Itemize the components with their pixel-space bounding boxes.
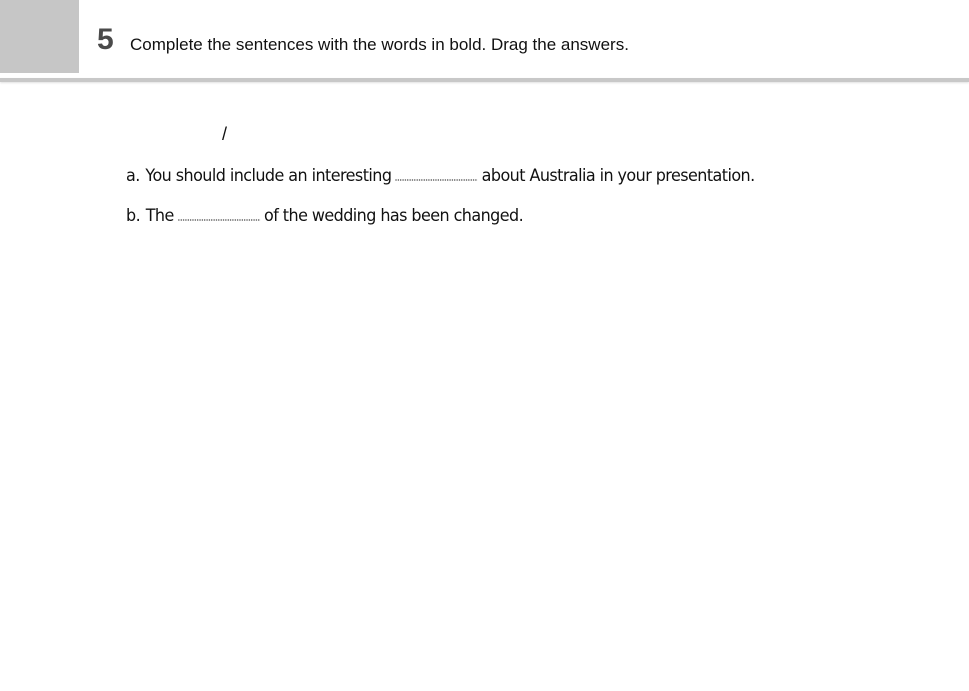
sentence-label: b. [126,206,141,226]
sentence-b [126,205,523,227]
sentence-label: a. [126,166,140,186]
answer-drop-zone[interactable] [178,207,261,221]
sentence-text-before: You should include an interesting [145,166,392,186]
sentence-a [126,165,755,187]
header-divider [0,78,969,82]
exercise-instruction: Complete the sentences with the words in bold. Drag the answers. [130,35,629,54]
exercise-header [0,0,969,78]
header-accent-block [0,0,79,73]
answer-drop-zone[interactable] [395,167,478,181]
answer-word-bank[interactable]: / [222,124,228,144]
sentence-text-before: The [145,206,174,226]
exercise-number: 5 [97,23,114,56]
sentence-text-after: about Australia in your presentation. [481,166,755,186]
sentence-text-after: of the wedding has been changed. [264,206,524,226]
